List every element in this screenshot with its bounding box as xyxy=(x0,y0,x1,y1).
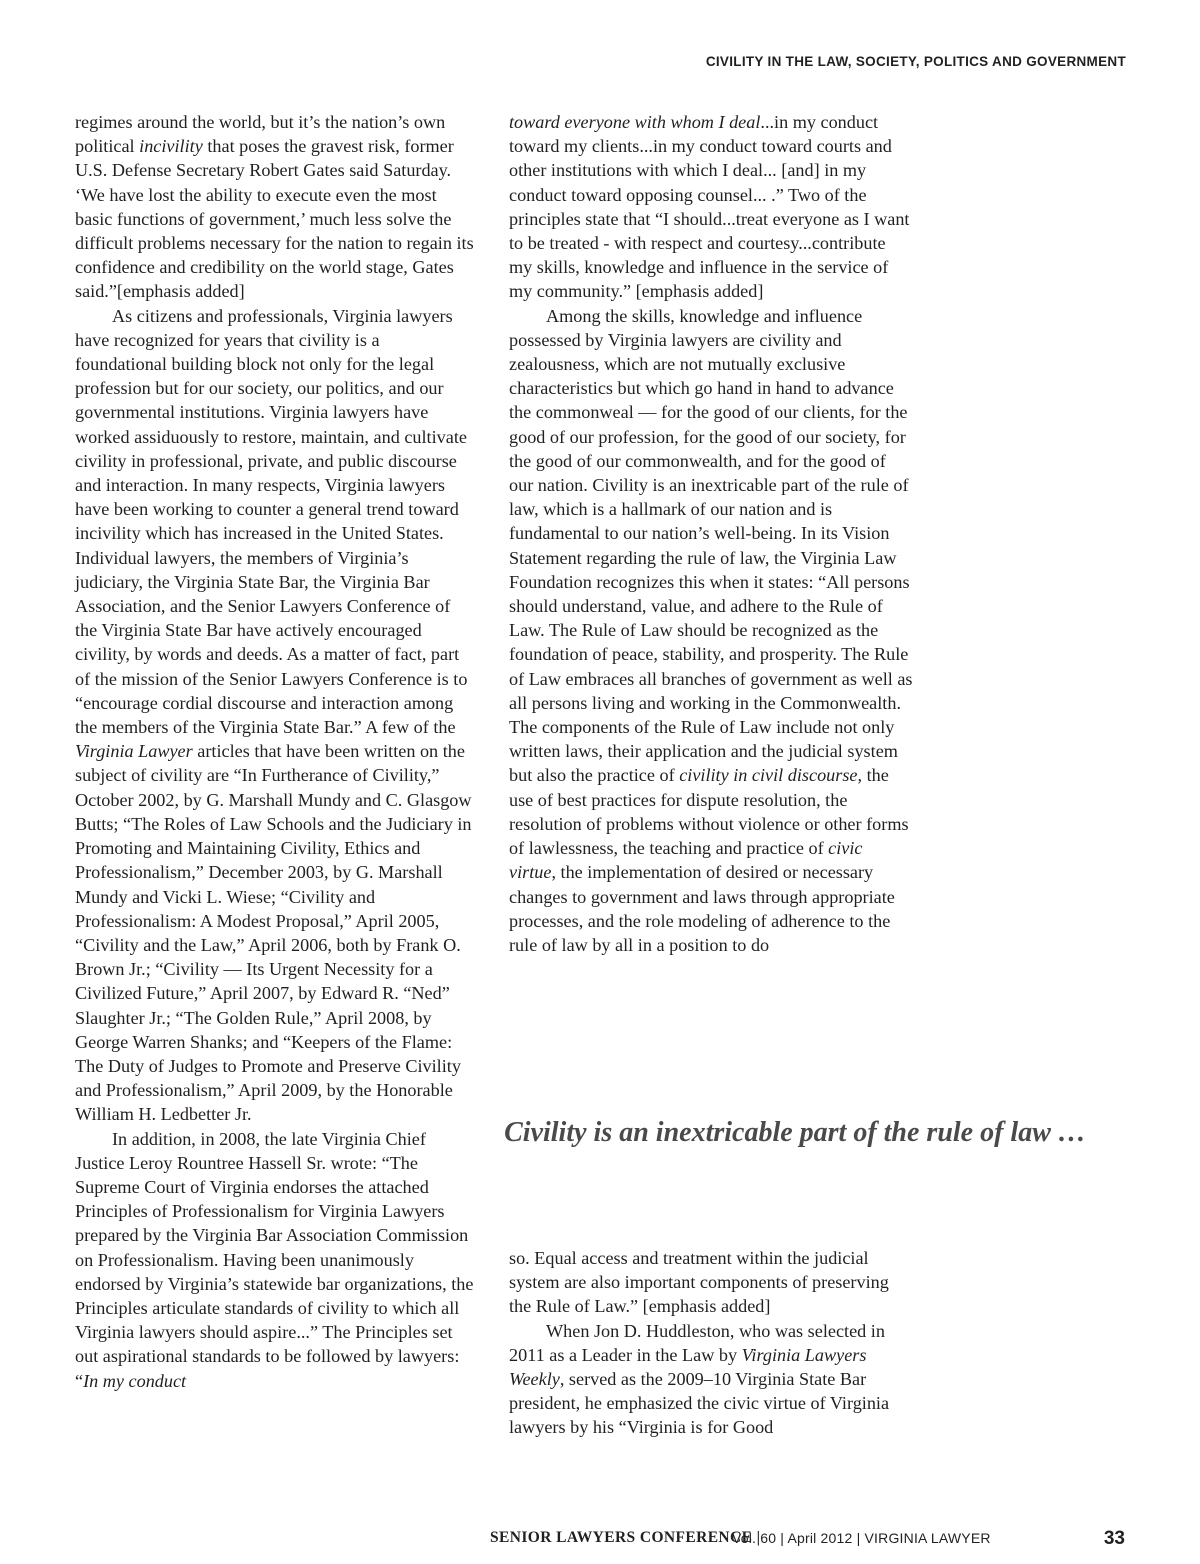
paragraph: Among the skills, knowledge and influence possessed by Virginia lawyers are civility and zealousness, which are not mutually exclusive characteristics but which go hand in hand to advance the commonweal — for the good of our clients, for the good of our profession, for the good of our society, for the good of our commonwealth, and for the good of our nation. Civility is an inextricable part of the rule of law, which is a hallmark of our nation and is fundamental to our nation’s well-being. In its Vision Statement regarding the rule of law, the Virginia Law Foundation recognizes this when it states: “All persons should understand, value, and adhere to the Rule of Law. The Rule of Law should be recognized as the foundation of peace, stability, and prosperity. The Rule of Law embraces all branches of government as well as all persons living and working in the Commonwealth. The components of the Rule of Law include not only written laws, their application and the judicial system but also the practice of civility in civil discourse, the use of best practices for dispute resolution, the resolution of problems without violence or other forms of lawlessness, the teaching and practice of civic virtue, the implementation of desired or necessary changes to government and laws through appropriate processes, and the role modeling of adherence to the rule of law by all in a position to do xyxy=(509,305,913,955)
right-column-top xyxy=(509,110,913,957)
emphasis: In my conduct xyxy=(83,1370,187,1391)
publication-title: Virginia Lawyers Weekly xyxy=(509,1344,867,1390)
left-column xyxy=(75,110,475,1393)
emphasis: toward everyone with whom I deal xyxy=(509,112,761,132)
paragraph: so. Equal access and treatment within the judicial system are also important components of preserving the Rule of Law.” [emphasis added] xyxy=(509,1248,889,1317)
publication-title: Virginia Lawyer xyxy=(75,741,193,762)
paragraph: regimes around the world, but it’s the nation’s own political incivility that poses the gravest risk, former U.S. Defense Secretary Robert Gates said Saturday. ‘We have lost the ability to execute even the most basic functions of government,’ much less solve the difficult problems necessary for the nation to regain its confidence and credibility on the world stage, Gates said.”[emphasis added] xyxy=(75,112,474,302)
paragraph: In addition, in 2008, the late Virginia Chief Justice Leroy Rountree Hassell Sr. wrote: “The Supreme Court of Virginia endorses the attached Principles of Professionalism for Virginia Lawyers prepared by the Virginia Bar Association Commission on Professionalism. Having been unanimously endorsed by Virginia’s statewide bar organizations, the Principles articulate standards of civility to which all Virginia lawyers should aspire...” The Principles set out aspirational standards to be followed by lawyers: “In my conduct xyxy=(75,1128,474,1391)
emphasis: civility in civil discourse xyxy=(679,765,858,786)
paragraph: toward everyone with whom I deal...in my conduct toward my clients...in my conduct toward courts and other institutions with which I deal... [and] in my conduct toward opposing counsel... .” Two of the principles state that “I should...treat everyone as I want to be treated - with respect and courtesy...contribute my skills, knowledge and influence in the service of my community.” [emphasis added] xyxy=(509,112,910,302)
emphasis: civic virtue xyxy=(509,838,863,883)
emphasis: incivility xyxy=(139,136,203,157)
footer-conference-label: SENIOR LAWYERS CONFERENCE | xyxy=(490,1529,761,1546)
paragraph: As citizens and professionals, Virginia lawyers have recognized for years that civility is a foundational building block not only for the legal profession but for our society, our politics, and our governmental institutions. Virginia lawyers have worked assiduously to restore, maintain, and cultivate civility in professional, private, and public discourse and interaction. In many respects, Virginia lawyers have been working to counter a general trend toward incivility which has increased in the United States. Individual lawyers, the members of Virginia’s judiciary, the Virginia State Bar, the Virginia Bar Association, and the Senior Lawyers Conference of the Virginia State Bar have actively encouraged civility, by words and deeds. As a matter of fact, part of the mission of the Senior Lawyers Conference is to “encourage cordial discourse and interaction among the members of the Virginia State Bar.” A few of the Virginia Lawyer articles that have been written on the subject of civility are “In Furtherance of Civility,” October 2002, by G. Marshall Mundy and C. Glasgow Butts; “The Roles of Law Schools and the Judiciary in Promoting and Maintaining Civility, Ethics and Professionalism,” December 2003, by G. Marshall Mundy and Vicki L. Wiese; “Civility and Professionalism: A Modest Proposal,” April 2005, “Civility and the Law,” April 2006, both by Frank O. Brown Jr.; “Civility — Its Urgent Necessity for a Civilized Future,” April 2007, by Edward R. “Ned” Slaughter Jr.; “The Golden Rule,” April 2008, by George Warren Shanks; and “Keepers of the Flame: The Duty of Judges to Promote and Preserve Civility and Professionalism,” April 2009, by the Honorable William H. Ledbetter Jr. xyxy=(75,305,472,1125)
footer-issue-info: Vol. 60 | April 2012 | VIRGINIA LAWYER xyxy=(732,1530,991,1546)
running-header: CIVILITY IN THE LAW, SOCIETY, POLITICS AND GOVERNMENT xyxy=(705,54,1126,69)
right-column-bottom xyxy=(509,1246,913,1440)
paragraph: When Jon D. Huddleston, who was selected in 2011 as a Leader in the Law by Virginia Lawyers Weekly, served as the 2009–10 Virginia State Bar president, he emphasized the civic virtue of Virginia lawyers by his “Virginia is for Good xyxy=(509,1320,890,1438)
page-number: 33 xyxy=(1103,1528,1125,1549)
pull-quote: Civility is an inextricable part of the rule of law … xyxy=(504,1117,1086,1148)
